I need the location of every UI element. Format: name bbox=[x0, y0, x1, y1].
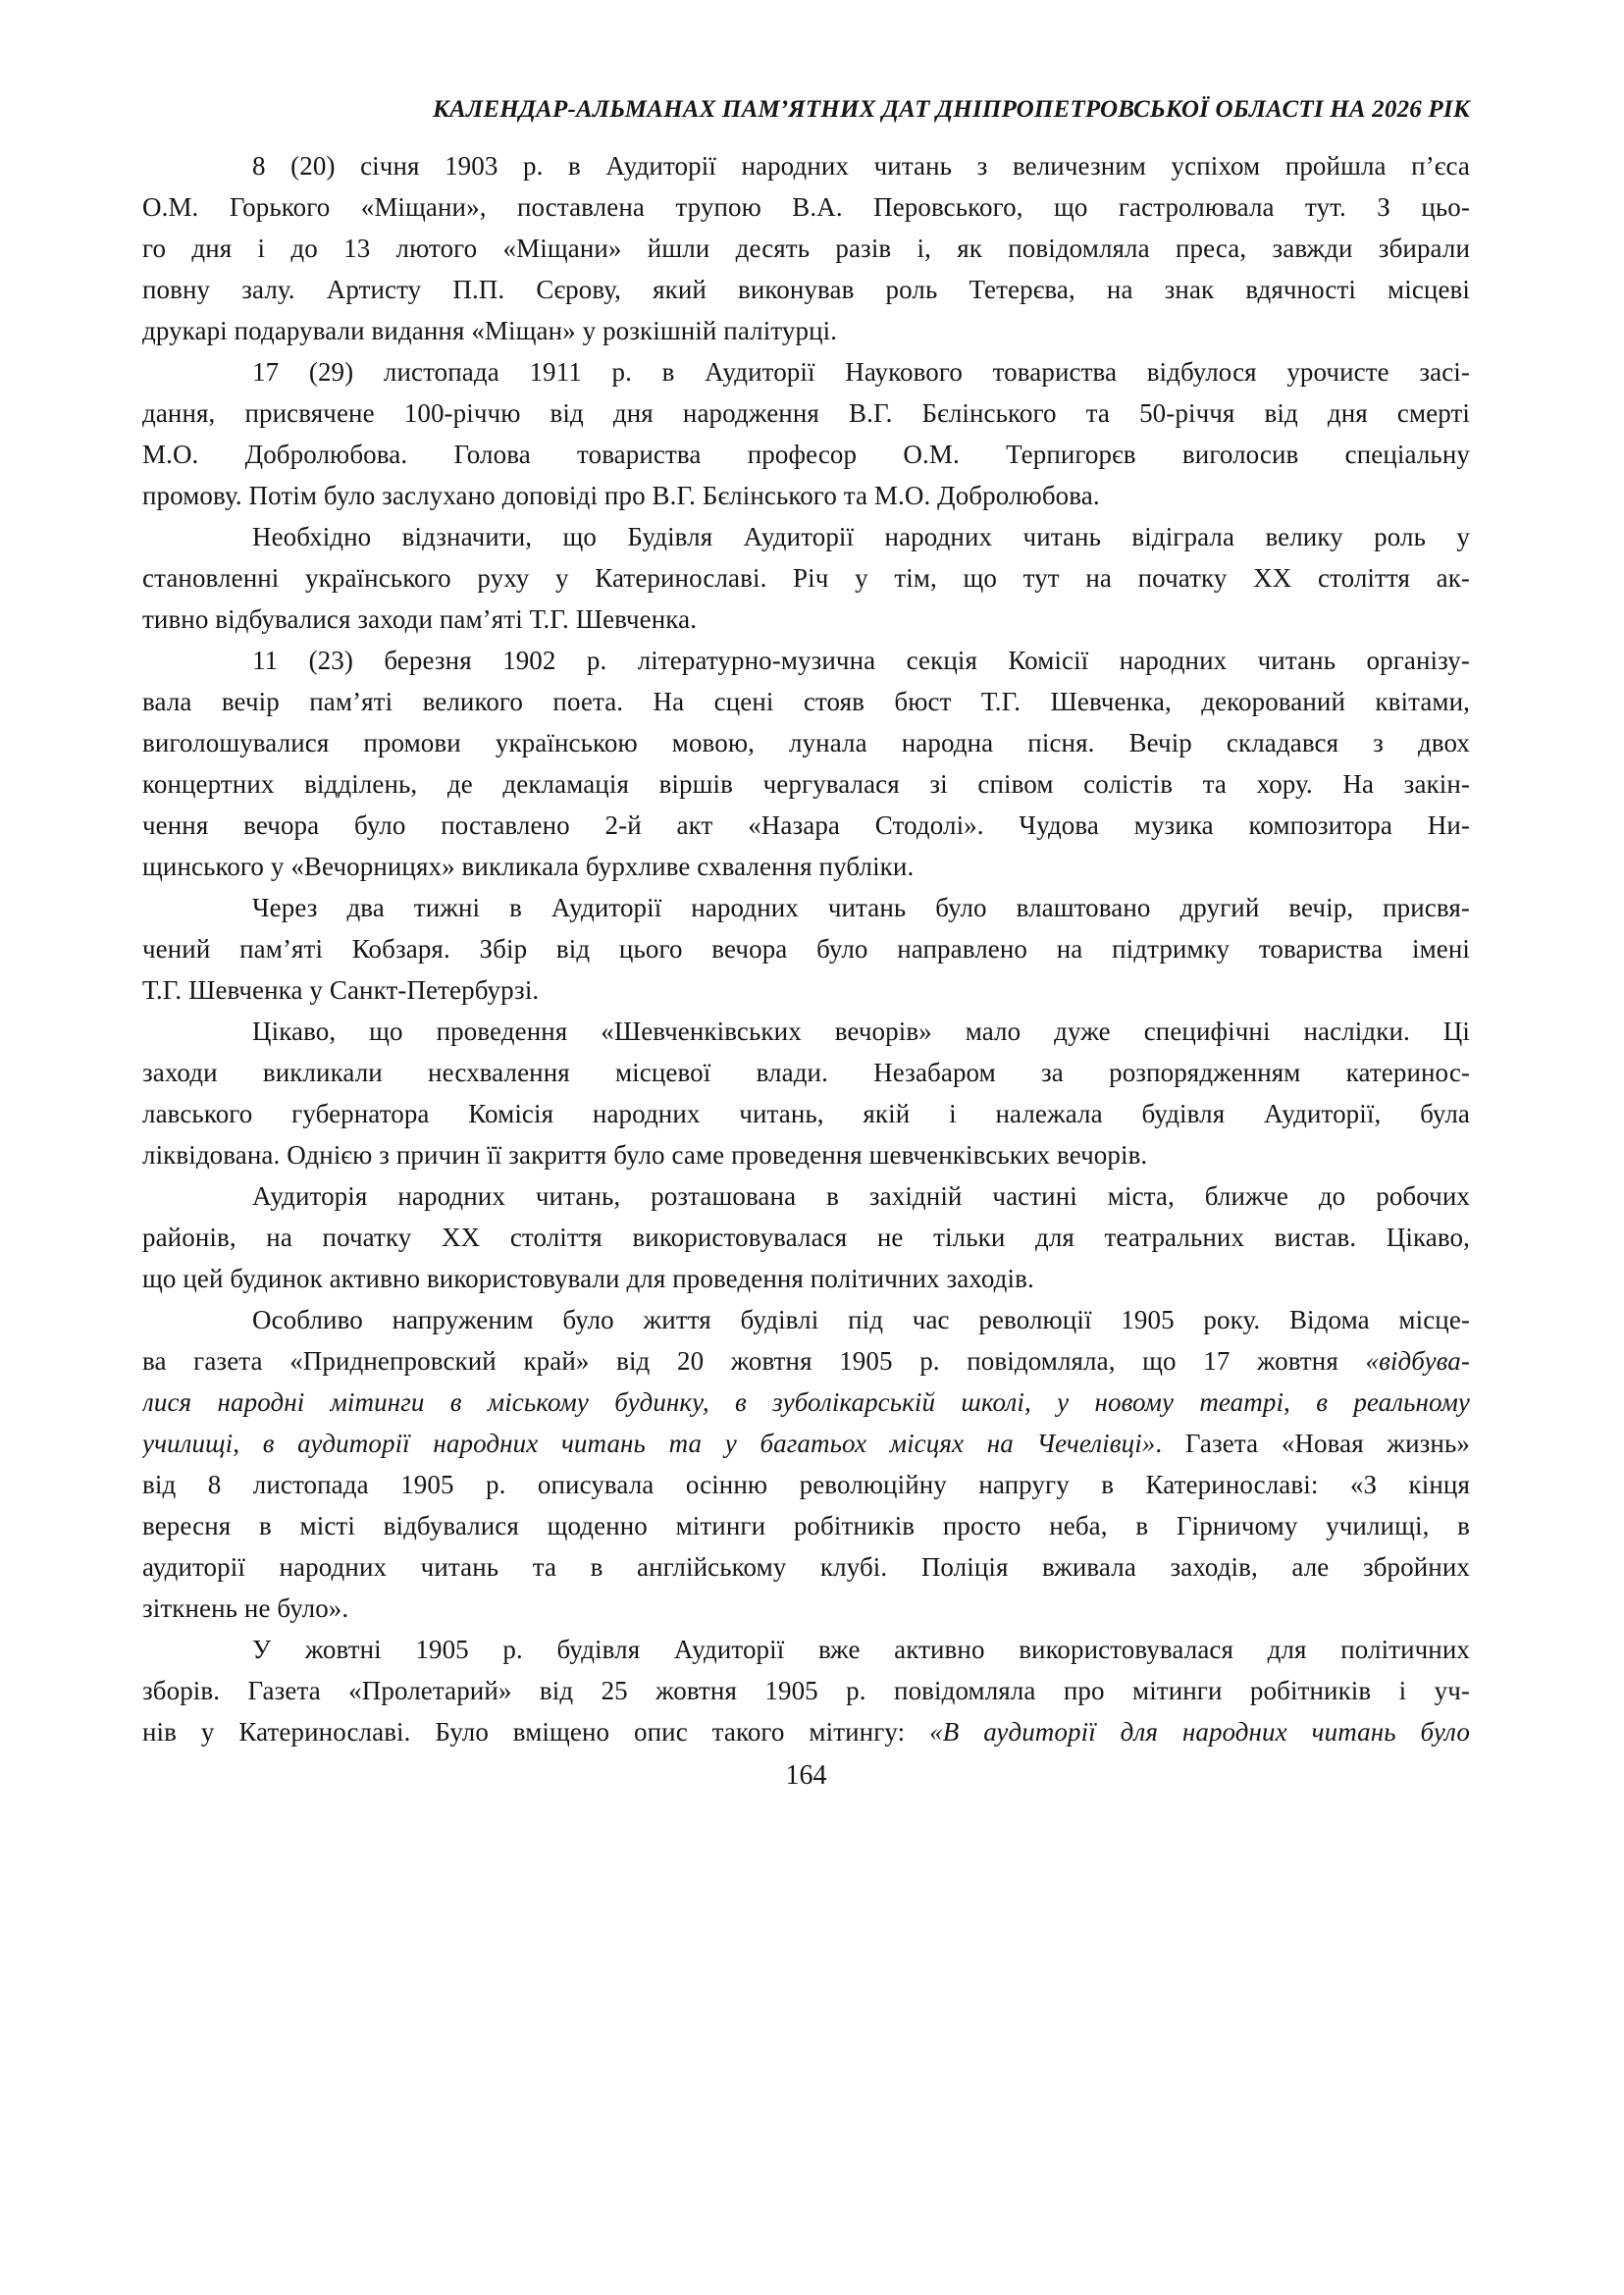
text-line bbox=[142, 1052, 1470, 1093]
text-line bbox=[142, 846, 1470, 887]
text-block bbox=[142, 94, 1470, 1796]
body-text-segment: повну залу. Артисту П.П. Сєрову, який виконував роль Тетерєва, на знак вдячності місцеві bbox=[142, 275, 1470, 304]
text-line bbox=[142, 1588, 1470, 1629]
body-text-segment: тивно відбувалися заходи пам’яті Т.Г. Шевченка. bbox=[142, 604, 698, 634]
text-line bbox=[142, 969, 1470, 1011]
body-text-segment: ва газета «Приднепровский край» від 20 жовтня 1905 р. повідомляла, що 17 жовтня bbox=[142, 1346, 1366, 1376]
body-text-segment: промову. Потім було заслухано доповіді про В.Г. Бєлінського та М.О. Добролюбова. bbox=[142, 481, 1100, 510]
text-line bbox=[142, 269, 1470, 310]
body-text-segment: 17 (29) листопада 1911 р. в Аудиторії Наукового товариства відбулося урочисте засі- bbox=[252, 357, 1470, 387]
quoted-italic-text: училищі, в аудиторії народних читань та у багатьох місцях на Чечелівці» bbox=[142, 1429, 1156, 1458]
quoted-italic-text: «В аудиторії для народних читань було bbox=[929, 1717, 1470, 1747]
body-text-segment: концертних відділень, де декламація віршів чергувалася зі співом солістів та хору. На закін- bbox=[142, 769, 1470, 799]
body-text-segment: 8 (20) січня 1903 р. в Аудиторії народних читань з величезним успіхом пройшла п’єса bbox=[252, 151, 1470, 181]
body-text-segment: У жовтні 1905 р. будівля Аудиторії вже активно використовувалася для політичних bbox=[252, 1635, 1470, 1664]
body-text-segment: Особливо напруженим було життя будівлі під час революції 1905 року. Відома місце- bbox=[252, 1305, 1470, 1334]
body-text-segment: від 8 листопада 1905 р. описувала осінню революційну напругу в Катеринославі: «З кінця bbox=[142, 1470, 1470, 1499]
text-line bbox=[142, 1670, 1470, 1711]
body-text-segment: 11 (23) березня 1902 р. літературно-музична секція Комісії народних читань організу- bbox=[252, 646, 1470, 675]
text-line bbox=[142, 351, 1470, 392]
text-line bbox=[142, 640, 1470, 681]
text-line bbox=[142, 1134, 1470, 1175]
text-line bbox=[142, 1093, 1470, 1134]
body-text-segment: Т.Г. Шевченка у Санкт-Петербурзі. bbox=[142, 975, 540, 1005]
body-text-segment: Необхідно відзначити, що Будівля Аудиторії народних читань відіграла велику роль у bbox=[252, 522, 1470, 551]
body-text-segment: нів у Катеринославі. Було вміщено опис такого мітингу: bbox=[142, 1717, 930, 1747]
body-text-segment: го дня і до 13 лютого «Міщани» йшли десять разів і, як повідомляла преса, завжди збирали bbox=[142, 234, 1470, 263]
body-text-segment: ліквідована. Однією з причин її закриття було саме проведення шевченківських вечорів. bbox=[142, 1140, 1148, 1170]
body-text-segment: зборів. Газета «Пролетарий» від 25 жовтня 1905 р. повідомляла про мітинги робітників і уч- bbox=[142, 1676, 1470, 1705]
body-text-segment: Цікаво, що проведення «Шевченківських вечорів» мало дуже специфічні наслідки. Ці bbox=[252, 1017, 1470, 1046]
body-text-segment: становленні українського руху у Катеринославі. Річ у тім, що тут на початку XX століття ак- bbox=[142, 563, 1470, 593]
quoted-italic-text: лися народні мітинги в міському будинку, в зуболікарській школі, у новому театрі, в реальному bbox=[142, 1387, 1470, 1417]
text-line bbox=[142, 1175, 1470, 1217]
body-text-segment: друкарі подарували видання «Міщан» у розкішній палітурці. bbox=[142, 316, 838, 345]
text-line bbox=[142, 434, 1470, 475]
text-line bbox=[142, 1629, 1470, 1670]
text-line bbox=[142, 763, 1470, 805]
body-text-segment: вересня в місті відбувалися щоденно мітинги робітників просто неба, в Гірничому училищі, в bbox=[142, 1511, 1470, 1540]
text-line bbox=[142, 1382, 1470, 1423]
text-line bbox=[142, 516, 1470, 557]
body-text-segment: О.М. Горького «Міщани», поставлена трупою В.А. Перовського, що гастролювала тут. З цьо- bbox=[142, 192, 1470, 222]
body-text-segment: Через два тижні в Аудиторії народних читань було влаштовано другий вечір, присвя- bbox=[252, 893, 1470, 922]
body-text-segment: вала вечір пам’яті великого поета. На сцені стояв бюст Т.Г. Шевченка, декорований квітами, bbox=[142, 687, 1470, 716]
body-text-segment: Аудиторія народних читань, розташована в західній частині міста, ближче до робочих bbox=[252, 1181, 1470, 1211]
text-line bbox=[142, 1546, 1470, 1588]
text-line bbox=[142, 228, 1470, 269]
text-line bbox=[142, 1464, 1470, 1505]
text-line bbox=[142, 1011, 1470, 1052]
body-text-segment: аудиторії народних читань та в англійському клубі. Поліція вживала заходів, але збройних bbox=[142, 1552, 1470, 1582]
text-line bbox=[142, 392, 1470, 434]
body-text-segment: М.О. Добролюбова. Голова товариства професор О.М. Терпигорєв виголосив спеціальну bbox=[142, 440, 1470, 469]
body-text-segment: лавського губернатора Комісія народних читань, якій і належала будівля Аудиторії, була bbox=[142, 1099, 1470, 1128]
text-line bbox=[142, 1258, 1470, 1299]
text-line bbox=[142, 1711, 1470, 1752]
text-line bbox=[142, 928, 1470, 969]
body-text-segment: . Газета «Новая жизнь» bbox=[1155, 1429, 1470, 1458]
body-text-segment: дання, присвячене 100-річчю від дня народження В.Г. Бєлінського та 50-річчя від дня смерті bbox=[142, 398, 1470, 428]
text-line bbox=[142, 805, 1470, 846]
quoted-italic-text: «відбува- bbox=[1365, 1346, 1470, 1376]
running-header: КАЛЕНДАР-АЛЬМАНАХ ПАМ’ЯТНИХ ДАТ ДНІПРОПЕТРОВСЬКОЇ ОБЛАСТІ НА 2026 РІК bbox=[432, 96, 1470, 123]
text-line bbox=[142, 145, 1470, 186]
text-line bbox=[142, 1217, 1470, 1258]
body-text-segment: заходи викликали несхвалення місцевої влади. Незабаром за розпорядженням катеринос- bbox=[142, 1058, 1470, 1087]
body-text bbox=[142, 145, 1470, 1752]
text-line bbox=[142, 887, 1470, 928]
body-text-segment: чення вечора було поставлено 2-й акт «Назара Стодолі». Чудова музика композитора Ни- bbox=[142, 810, 1470, 840]
text-line bbox=[142, 475, 1470, 516]
text-line bbox=[142, 1423, 1470, 1464]
body-text-segment: виголошувалися промови українською мовою, лунала народна пісня. Вечір складався з двох bbox=[142, 728, 1470, 757]
text-line bbox=[142, 557, 1470, 599]
page-number: 164 bbox=[785, 1760, 827, 1791]
text-line bbox=[142, 1299, 1470, 1340]
body-text-segment: районів, на початку XX століття використовувалася не тільки для театральних вистав. Цікаво, bbox=[142, 1223, 1470, 1252]
text-line bbox=[142, 599, 1470, 640]
text-line bbox=[142, 722, 1470, 763]
text-line bbox=[142, 310, 1470, 351]
text-line bbox=[142, 186, 1470, 228]
text-line bbox=[142, 1505, 1470, 1546]
body-text-segment: щинського у «Вечорницях» викликала бурхливе схвалення публіки. bbox=[142, 852, 915, 881]
body-text-segment: чений пам’яті Кобзаря. Збір від цього вечора було направлено на підтримку товариства імені bbox=[142, 934, 1470, 964]
text-line bbox=[142, 681, 1470, 722]
body-text-segment: зіткнень не було». bbox=[142, 1593, 349, 1623]
text-line bbox=[142, 1340, 1470, 1382]
body-text-segment: що цей будинок активно використовували для проведення політичних заходів. bbox=[142, 1264, 1034, 1293]
